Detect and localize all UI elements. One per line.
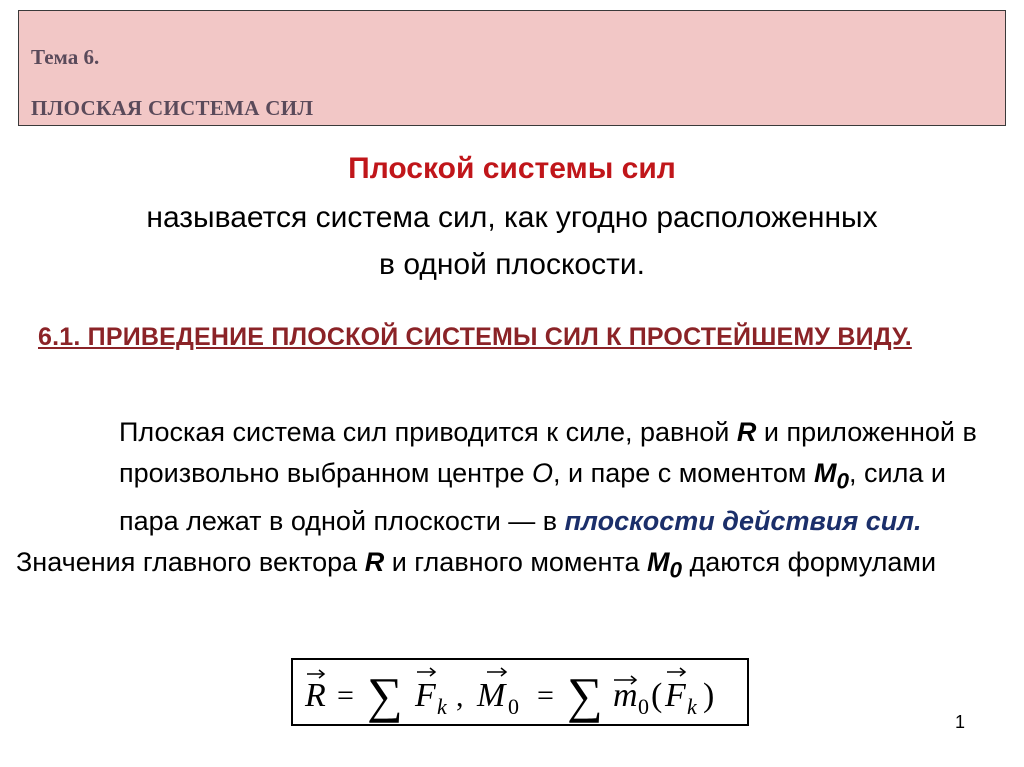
vector-arrow-icon	[667, 668, 685, 676]
formula-R: R	[305, 677, 326, 714]
text-segment: , и паре с моментом	[552, 458, 814, 488]
formula-comma: ,	[456, 680, 464, 713]
definition-term: Плоской системы сил	[348, 152, 676, 185]
topic-label: Тема 6.	[31, 45, 100, 69]
formula-equals-2: =	[537, 679, 554, 712]
resultant-symbol: R	[736, 417, 757, 447]
text-segment: Плоская система сил приводится к силе, равной	[119, 417, 737, 447]
formula-box	[291, 658, 749, 726]
section-heading: 6.1. ПРИВЕДЕНИЕ ПЛОСКОЙ СИСТЕМЫ СИЛ К ПРОСТЕЙШЕМУ ВИДУ.	[38, 323, 912, 351]
moment-symbol: $M_0$	[813, 458, 849, 494]
moment-symbol: $M_0$	[647, 547, 683, 583]
formula-k-2: k	[687, 694, 697, 719]
topic-title: ПЛОСКАЯ СИСТЕМА СИЛ	[31, 96, 314, 120]
topic-header-box	[18, 10, 1006, 126]
center-symbol: О	[531, 458, 553, 488]
formula-F-2: F	[665, 677, 686, 714]
formula-open-paren: (	[651, 677, 663, 714]
vector-arrow-icon	[487, 668, 506, 676]
formula-M: M	[477, 677, 506, 714]
plane-of-action-term: плоскости действия сил.	[564, 506, 922, 537]
text-segment: Значения главного вектора	[16, 547, 365, 578]
formula-zero-1: 0	[508, 694, 519, 719]
formula-zero-2: 0	[638, 694, 649, 719]
resultant-symbol: R	[364, 547, 385, 578]
text-segment: и главного момента	[384, 547, 648, 578]
page-number: 1	[955, 712, 966, 732]
paragraph-values	[16, 542, 1006, 590]
definition-text-line-2: в одной плоскости.	[379, 248, 645, 281]
formula-close-paren: )	[703, 677, 715, 714]
formula-sum-2: ∑	[567, 667, 603, 723]
vector-arrow-icon	[417, 668, 435, 676]
formula	[293, 660, 747, 724]
text-segment: , сила и пара лежат в одной плоскости — в	[119, 458, 946, 537]
text-segment: даются формулами	[682, 547, 937, 578]
formula-m: m	[613, 677, 638, 714]
text-segment: и приложенной в произвольно выбранном центре	[119, 417, 977, 488]
formula-sum-1: ∑	[367, 667, 403, 723]
formula-k-1: k	[437, 694, 447, 719]
formula-F-1: F	[415, 677, 436, 714]
paragraph-reduction	[16, 412, 1006, 542]
body-text	[16, 412, 1006, 591]
definition-text-line-1: называется система сил, как угодно расположенных	[146, 201, 878, 234]
formula-equals-1: =	[337, 679, 354, 712]
